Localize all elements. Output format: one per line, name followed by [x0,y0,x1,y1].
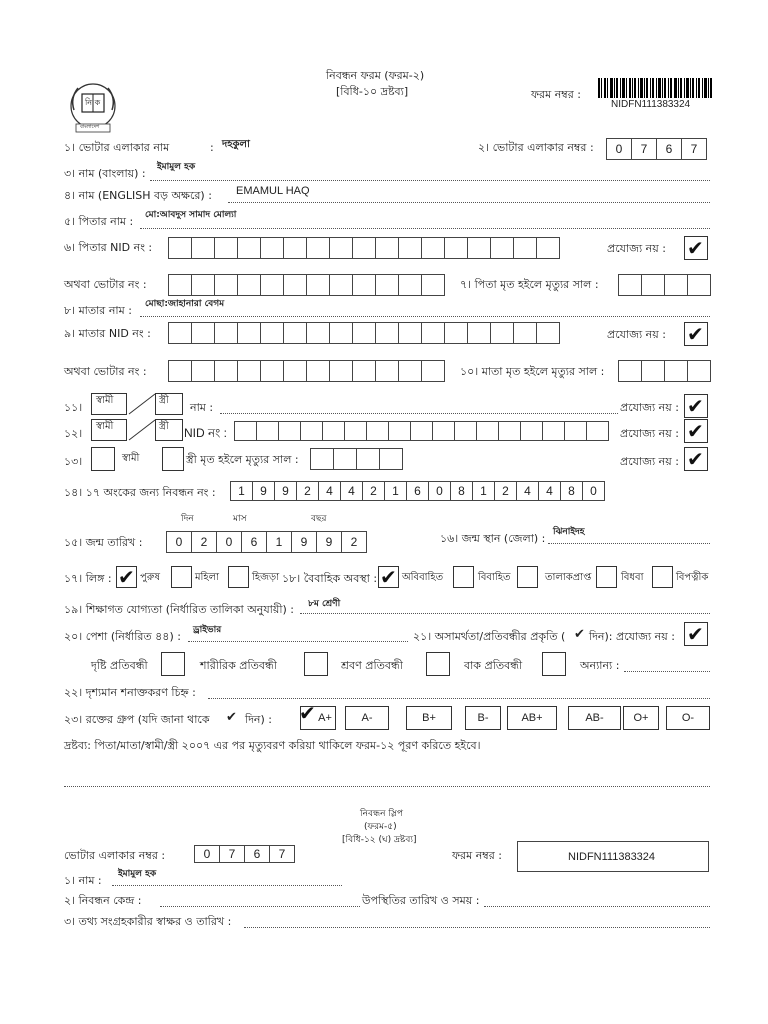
digit-box[interactable]: 9 [291,531,317,553]
voter-area-name-colon: : [210,141,214,154]
digit-box[interactable]: 7 [681,138,707,160]
disab-visual-checkbox[interactable] [161,652,185,676]
marital-married-checkbox[interactable] [453,566,474,588]
disab-speech-label: বাক প্রতিবন্ধী [464,659,523,672]
digit-box[interactable] [306,237,330,259]
mother-name-value: মোছা:জাহানারা বেগম [145,299,225,309]
gender-male-label: পুরুষ [140,572,160,583]
marital-married-label: বিবাহিত [478,572,511,583]
mother-nid-boxes[interactable] [168,322,560,344]
digit-box[interactable]: 8 [450,481,473,501]
digit-box[interactable] [260,237,284,259]
digit-box[interactable] [398,360,422,382]
birth-place-label: ১৬। জন্ম স্থান (জেলা) : [440,532,546,545]
dob-year-label: বছর [311,514,327,524]
mother-name-label: ৮। মাতার নাম : [64,304,132,317]
spouse-nid-na-checkbox[interactable]: ✔ [684,419,708,443]
birth-reg-boxes [230,481,605,501]
digit-box[interactable] [283,322,307,344]
digit-box[interactable] [641,274,665,296]
spouse-nid-num: ১২। [64,427,83,440]
spouse-name-label: নাম : [190,401,214,414]
slip-presence-label: উপস্থিতির তারিখ ও সময় : [362,894,480,907]
digit-box[interactable] [536,237,560,259]
digit-box[interactable] [490,237,514,259]
digit-box[interactable] [375,322,399,344]
digit-box[interactable]: 0 [606,138,632,160]
father-nid-label: ৬। পিতার NID নং : [64,241,153,254]
mother-nid-label: ৯। মাতার NID নং : [64,327,151,340]
digit-box[interactable] [191,322,215,344]
name-bangla-value: ইমামুল হক [157,162,196,172]
mother-voter-no-label: অথবা ভোটার নং : [64,365,147,378]
father-nid-boxes[interactable] [168,237,560,259]
digit-box[interactable] [379,448,403,470]
digit-box[interactable] [586,421,609,441]
gender-male-checkbox[interactable]: ✔ [116,566,137,588]
digit-box[interactable] [260,360,284,382]
digit-box[interactable]: 0 [216,531,242,553]
digit-box[interactable] [306,274,330,296]
digit-box[interactable] [168,237,192,259]
spouse-death-label: স্ত্রী মৃত হইলে মৃত্যুর সাল : [186,453,299,466]
gender-hijra-label: হিজড়া [252,572,280,583]
digit-box[interactable] [618,360,642,382]
blood-group-option[interactable]: O+ [623,706,659,730]
digit-box[interactable] [310,448,334,470]
government-emblem [62,80,124,136]
digit-box[interactable] [237,322,261,344]
digit-box[interactable] [237,237,261,259]
disability-label-end: দিন): প্রযোজ্য নয় : [589,630,675,643]
disab-speech-checkbox[interactable] [542,652,566,676]
digit-box[interactable]: 4 [538,481,561,501]
digit-box[interactable] [375,360,399,382]
emblem-text: নি ক [85,98,101,107]
digit-box[interactable] [214,237,238,259]
spouse-name-na-label: প্রযোজ্য নয় : [620,401,679,414]
spouse-death-num: ১৩। [64,455,83,468]
digit-box[interactable] [388,421,411,441]
barcode [598,78,714,98]
digit-box[interactable] [467,237,491,259]
digit-box[interactable] [664,360,688,382]
marital-divorced-label: তালাকপ্রাপ্ত [545,572,592,583]
father-name-value: মো:আবদুস সামাদ মোল্যা [145,210,237,220]
father-death-year-boxes[interactable] [618,274,711,296]
digit-box[interactable]: 1 [266,531,292,553]
digit-box[interactable] [168,360,192,382]
digit-box[interactable] [356,448,380,470]
digit-box[interactable] [214,274,238,296]
spouse-nid-na-label: প্রযোজ্য নয় : [620,427,679,440]
voter-area-number-boxes [606,138,707,160]
digit-box[interactable] [260,322,284,344]
disability-na-checkbox[interactable]: ✔ [684,622,708,646]
digit-box[interactable] [329,274,353,296]
digit-box[interactable] [329,360,353,382]
digit-box[interactable] [214,322,238,344]
spouse-death-box-1[interactable] [91,447,115,471]
voter-area-number-label: ২। ভোটার এলাকার নম্বর : [478,141,594,154]
digit-box[interactable]: 1 [230,481,253,501]
digit-box[interactable] [352,274,376,296]
digit-box[interactable] [237,274,261,296]
digit-box[interactable] [256,421,279,441]
blood-group-option[interactable]: A+ ✔ [300,706,336,730]
digit-box[interactable] [260,274,284,296]
slip-center-label: ২। নিবন্ধন কেন্দ্র : [64,894,142,907]
digit-box[interactable] [352,237,376,259]
father-nid-na-label: প্রযোজ্য নয় : [607,242,666,255]
father-voter-no-boxes[interactable] [168,274,445,296]
digit-box[interactable] [329,237,353,259]
digit-box[interactable] [490,322,514,344]
digit-box[interactable] [467,322,491,344]
digit-box[interactable]: 4 [516,481,539,501]
digit-box[interactable] [375,237,399,259]
blood-group-option[interactable]: O- [666,706,710,730]
name-english-value: EMAMUL HAQ [236,185,310,197]
blood-group-label: ২৩। রক্তের গ্রুপ (যদি জানা থাকে [64,713,210,726]
father-name-label: ৫। পিতার নাম : [64,215,134,228]
digit-box[interactable]: 0 [582,481,605,501]
digit-box[interactable] [375,274,399,296]
mother-death-year-boxes[interactable] [618,360,711,382]
spouse-nid-boxes[interactable] [234,421,609,441]
digit-box[interactable] [300,421,323,441]
digit-box[interactable] [454,421,477,441]
digit-box[interactable] [687,360,711,382]
blood-group-option[interactable]: AB- [568,706,621,730]
digit-box[interactable]: 6 [406,481,429,501]
digit-box[interactable]: 7 [631,138,657,160]
digit-box[interactable] [398,322,422,344]
slip-form-no-box: NIDFN111383324 [517,841,709,872]
mother-death-year-label: ১০। মাতা মৃত হইলে মৃত্যুর সাল : [460,365,605,378]
occupation-label: ২০। পেশা (নির্ধারিত ৪৪) : [64,630,181,643]
education-value: ৮ম শ্রেণী [308,599,341,609]
slip-area-label: ভোটার এলাকার নম্বর : [64,849,166,862]
check-icon: ✔ [299,701,316,725]
digit-box[interactable] [618,274,642,296]
digit-box[interactable]: 4 [340,481,363,501]
digit-box[interactable] [421,360,445,382]
mother-nid-na-label: প্রযোজ্য নয় : [607,328,666,341]
marital-unmarried-label: অবিবাহিত [402,572,444,583]
digit-box[interactable] [421,322,445,344]
digit-box[interactable] [234,421,257,441]
slip-name-label: ১। নাম : [64,874,102,887]
disab-hearing-label: শ্রবণ প্রতিবন্ধী [341,659,403,672]
digit-box[interactable]: 0 [194,845,220,863]
disab-visual-label: দৃষ্টি প্রতিবন্ধী [91,659,148,672]
digit-box[interactable] [542,421,565,441]
digit-box[interactable] [237,360,261,382]
slip-rule: [বিধি-১২ (ঘ) দ্রষ্টব্য] [342,835,417,845]
voter-area-name-label: ১। ভোটার এলাকার নাম [64,141,170,154]
digit-box[interactable] [536,322,560,344]
digit-box[interactable] [498,421,521,441]
digit-box[interactable] [191,360,215,382]
digit-box[interactable] [398,237,422,259]
digit-box[interactable] [168,274,192,296]
digit-box[interactable] [214,360,238,382]
digit-box[interactable] [283,274,307,296]
digit-box[interactable] [564,421,587,441]
digit-box[interactable]: 2 [191,531,217,553]
birth-place-value: ঝিনাইদহ [553,527,585,537]
marital-widow-checkbox[interactable] [596,566,617,588]
spouse-name-na-checkbox[interactable]: ✔ [684,394,708,418]
digit-box[interactable] [398,274,422,296]
digit-box[interactable]: 0 [428,481,451,501]
slip-title: নিবন্ধন স্লিপ [360,809,403,819]
digit-box[interactable] [410,421,433,441]
marital-widow-label: বিধবা [621,572,644,583]
digit-box[interactable]: 0 [166,531,192,553]
marital-divorced-checkbox[interactable] [517,566,538,588]
digit-box[interactable] [283,360,307,382]
digit-box[interactable]: 1 [472,481,495,501]
spouse-nid-wife-box[interactable]: স্ত্রী [155,419,183,441]
digit-box[interactable] [344,421,367,441]
digit-box[interactable] [306,360,330,382]
blood-group-check-icon: ✔ [226,710,237,725]
marital-widower-label: বিপত্নীক [676,572,709,583]
digit-box[interactable]: 2 [341,531,367,553]
gender-hijra-checkbox[interactable] [228,566,249,588]
digit-box[interactable]: 2 [362,481,385,501]
occupation-value: ড্রাইভার [193,625,222,635]
spouse-death-box-2[interactable] [162,447,184,471]
spouse-husband-box[interactable]: স্বামী [91,393,127,415]
digit-box[interactable] [352,360,376,382]
disability-label: ২১। অসামর্থতা/প্রতিবন্ধীর প্রকৃতি ( [413,630,566,643]
form-rule: [বিধি-১০ দ্রষ্টব্য] [336,85,409,98]
spouse-wife-box[interactable]: স্ত্রী [155,393,183,415]
dob-label: ১৫। জন্ম তারিখ : [64,536,143,549]
disab-physical-label: শারীরিক প্রতিবন্ধী [200,659,277,672]
digit-box[interactable]: 2 [296,481,319,501]
digit-box[interactable] [421,237,445,259]
digit-box[interactable]: 9 [274,481,297,501]
digit-box[interactable] [687,274,711,296]
digit-box[interactable]: 6 [656,138,682,160]
marital-label: ১৮। বৈবাহিক অবস্থা : [282,572,378,585]
disab-other-label: অন্যান্য : [580,659,620,672]
form-number-label: ফরম নম্বর : [531,88,581,101]
voter-area-name-value: দহকুলা [222,139,250,150]
slip-sign-label: ৩। তথ্য সংগ্রহকারীর স্বাক্ষর ও তারিখ : [64,915,232,928]
digit-box[interactable]: 7 [269,845,295,863]
digit-box[interactable]: 1 [384,481,407,501]
blood-group-label-end: দিন) : [245,713,272,726]
digit-box[interactable] [191,237,215,259]
dob-boxes [166,531,367,553]
digit-box[interactable] [322,421,345,441]
spouse-nid-label: NID নং : [184,426,227,440]
digit-box[interactable] [444,237,468,259]
gender-female-label: মহিলা [195,572,220,583]
slip-name-value: ইমামুল হক [118,869,157,879]
digit-box[interactable] [476,421,499,441]
spouse-death-na-checkbox[interactable]: ✔ [684,447,708,471]
digit-box[interactable]: 4 [318,481,341,501]
digit-box[interactable] [444,322,468,344]
digit-box[interactable]: 6 [241,531,267,553]
digit-box[interactable] [641,360,665,382]
digit-box[interactable] [283,237,307,259]
blood-group-option[interactable]: A- [345,706,389,730]
digit-box[interactable]: 8 [560,481,583,501]
emblem-caption: বাংলাদেশ [80,124,100,130]
dob-month-label: মাস [233,514,247,524]
slip-area-boxes [194,845,295,863]
form-title: নিবন্ধন ফরম (ফরম-২) [326,69,425,82]
digit-box[interactable] [520,421,543,441]
birth-reg-label: ১৪। ১৭ অংকের জন্য নিবন্ধন নং : [64,486,216,499]
marital-unmarried-checkbox[interactable]: ✔ [378,566,399,588]
father-death-year-label: ৭। পিতা মৃত হইলে মৃত্যুর সাল : [460,278,599,291]
spouse-death-husband: স্বামী [122,453,140,464]
spouse-name-num: ১১। [64,401,83,414]
digit-box[interactable]: 9 [252,481,275,501]
digit-box[interactable] [366,421,389,441]
spouse-death-year-boxes[interactable] [310,448,403,470]
blood-group-option[interactable]: B- [465,706,501,730]
digit-box[interactable] [513,322,537,344]
marital-widower-checkbox[interactable] [652,566,673,588]
father-nid-na-checkbox[interactable]: ✔ [684,236,708,260]
digit-box[interactable]: 9 [316,531,342,553]
spouse-nid-husband-box[interactable]: স্বামী [91,419,127,441]
digit-box[interactable] [278,421,301,441]
name-english-label: ৪। নাম (ENGLISH বড় অক্ষরে) : [64,189,212,202]
mother-nid-na-checkbox[interactable]: ✔ [684,322,708,346]
digit-box[interactable] [664,274,688,296]
slip-form: (ফরম-৫) [364,822,397,832]
digit-box[interactable] [306,322,330,344]
gender-female-checkbox[interactable] [171,566,192,588]
education-label: ১৯। শিক্ষাগত যোগ্যতা (নির্ধারিত তালিকা অনুযায়ী) : [64,603,294,616]
digit-box[interactable] [432,421,455,441]
note-text: দ্রষ্টব্য: পিতা/মাতা/স্বামী/স্ত্রী ২০০৭ এর পর মৃত্যুবরণ করিয়া থাকিলে ফরম-১২ পূরণ করিতে হইবে। [64,739,481,752]
digit-box[interactable] [421,274,445,296]
disability-check-icon: ✔ [574,627,585,642]
form-number-value: NIDFN111383324 [611,99,691,110]
disab-hearing-checkbox[interactable] [426,652,450,676]
father-voter-no-label: অথবা ভোটার নং : [64,278,147,291]
disab-physical-checkbox[interactable] [304,652,328,676]
digit-box[interactable]: 6 [244,845,270,863]
gender-label: ১৭। লিঙ্গ : [64,572,112,585]
digit-box[interactable]: 2 [494,481,517,501]
digit-box[interactable] [329,322,353,344]
identifying-mark-label: ২২। দৃশ্যমান শনাক্তকরণ চিহ্ন : [64,686,196,699]
digit-box[interactable] [333,448,357,470]
digit-box[interactable] [352,322,376,344]
digit-box[interactable] [191,274,215,296]
mother-voter-no-boxes[interactable] [168,360,445,382]
digit-box[interactable]: 7 [219,845,245,863]
digit-box[interactable] [513,237,537,259]
blood-group-option[interactable]: AB+ [507,706,557,730]
blood-group-option[interactable]: B+ [406,706,452,730]
spouse-death-na-label: প্রযোজ্য নয় : [620,455,679,468]
dob-day-label: দিন [181,514,194,524]
digit-box[interactable] [168,322,192,344]
name-bangla-label: ৩। নাম (বাংলায়) : [64,167,146,180]
slip-form-no-label: ফরম নম্বর : [452,849,502,862]
